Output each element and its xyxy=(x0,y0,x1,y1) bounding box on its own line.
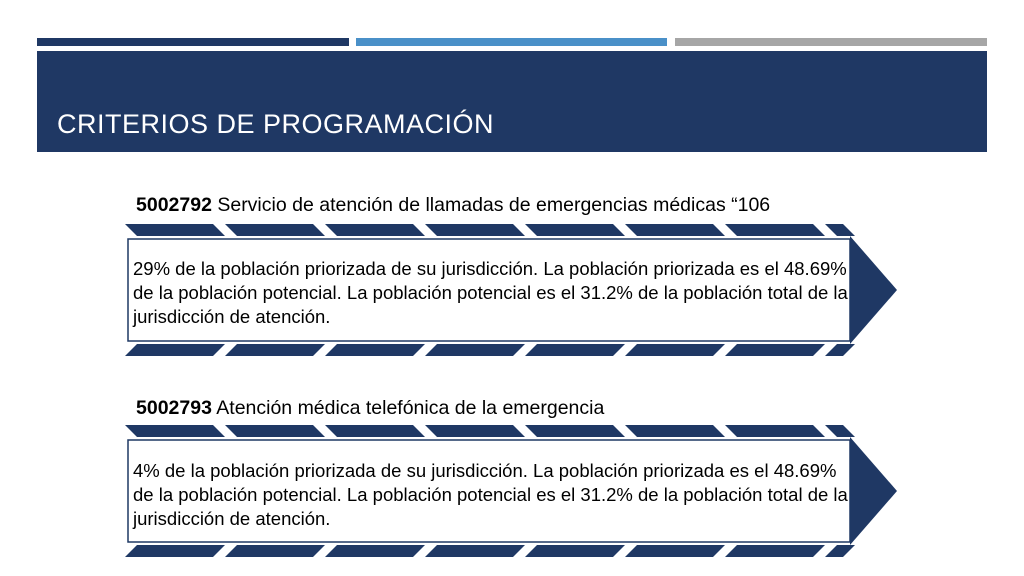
accent-bar-gray xyxy=(675,38,987,46)
item-title-2: Atención médica telefónica de la emergencia xyxy=(211,397,605,419)
title-band xyxy=(37,51,987,152)
item-title-1: Servicio de atención de llamadas de emergencias médicas “106 xyxy=(211,194,771,216)
accent-bar-navy xyxy=(37,38,349,46)
accent-bar-blue xyxy=(356,38,667,46)
item-code-1: 5002792 xyxy=(136,194,212,216)
item-code-2: 5002793 xyxy=(136,397,212,419)
item-heading-1 xyxy=(136,194,770,217)
item-description-2: 4% de la población priorizada de su jurisdicción. La población priorizada es el 48.69% de la población potencial. La población potencial es el 31.2% de la población total de la jurisdicción de atención. xyxy=(133,460,848,529)
item-description-1: 29% de la población priorizada de su jurisdicción. La población priorizada es el 48.69% de la población potencial. La población potencial es el 31.2% de la población total de la jurisdicción de atención. xyxy=(133,258,848,327)
item-heading-2 xyxy=(136,397,604,420)
page-title: CRITERIOS DE PROGRAMACIÓN xyxy=(57,109,495,139)
